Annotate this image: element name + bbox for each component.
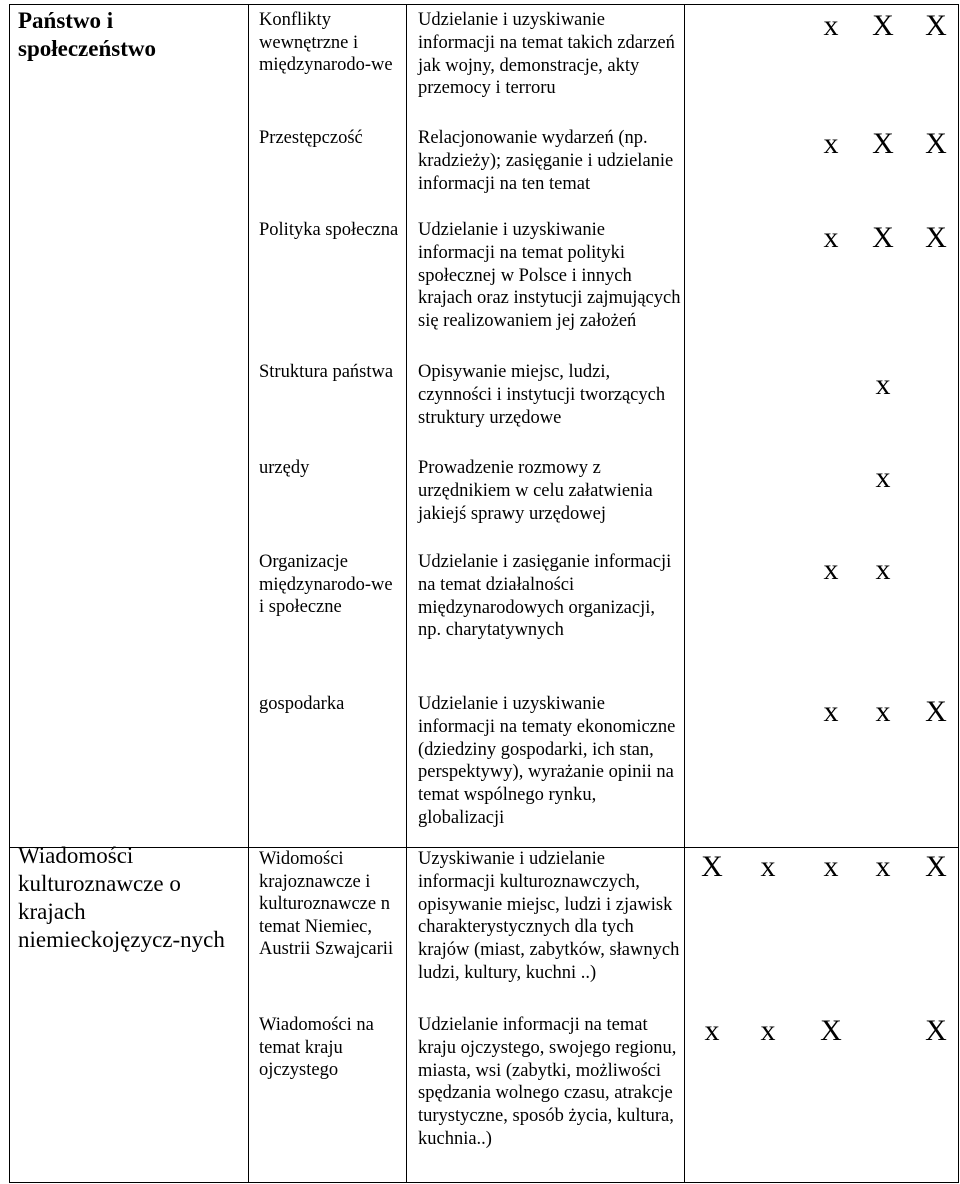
level-mark: X [925,1014,947,1047]
topic-label: Wiadomości na temat kraju ojczystego [259,1015,374,1080]
level-mark: x [875,850,891,883]
row-description: Opisywanie miejsc, ludzi, czynności i instytucji tworzących struktury urzędowe [418,362,666,428]
level-mark: x [875,368,891,401]
level-mark: X [701,850,723,883]
level-marks [685,461,958,495]
level-mark: x [760,850,776,883]
row-description: Udzielanie i uzyskiwanie informacji na temat polityki społecznej w Polsce i innych krajach oraz instytucji zajmujących się realizowaniem jej założeń [418,220,681,332]
section-title-cell [10,5,249,848]
level-mark: x [875,695,891,728]
level-mark: x [823,221,839,254]
topics-cell [249,848,407,1183]
row-description: Relacjonowanie wydarzeń (np. kradzieży); zasięganie i udzielanie informacji na ten temat [418,128,674,194]
topic-label: urzędy [259,458,310,478]
descriptions-cell [407,848,685,1183]
level-marks [685,368,958,402]
topics-cell [249,5,407,848]
level-mark: x [704,1014,720,1047]
level-mark: X [820,1014,842,1047]
level-mark: X [925,127,947,160]
marks-cell [685,5,959,848]
table-row [10,5,959,848]
level-mark: x [823,695,839,728]
level-mark: x [823,850,839,883]
row-description: Uzyskiwanie i udzielanie informacji kulturoznawczych, opisywanie miejsc, ludzi i zjawisk charakterystycznych dla tych krajów (miast, zabytków, sławnych ludzi, kultury, kuchni ..) [418,849,680,983]
level-mark: x [823,9,839,42]
topic-label: Struktura państwa [259,362,394,382]
topic-label: Przestępczość [259,128,363,148]
level-marks [685,695,958,729]
level-mark: X [925,9,947,42]
level-marks [685,127,958,161]
level-mark: x [760,1014,776,1047]
level-marks [685,1014,958,1048]
level-mark: X [925,221,947,254]
descriptions-cell [407,5,685,848]
topic-label: gospodarka [259,694,345,714]
level-marks [685,9,958,43]
row-description: Udzielanie i zasięganie informacji na temat działalności międzynarodowych organizacji, np. charytatywnych [418,552,672,641]
table-row [10,848,959,1183]
level-marks [685,221,958,255]
level-mark: x [823,553,839,586]
section-title: Państwo i społeczeństwo [18,8,156,61]
level-mark: x [875,461,891,494]
marks-cell [685,848,959,1183]
level-marks [685,850,958,884]
level-mark: X [872,9,894,42]
topic-label: Widomości krajoznawcze i kulturoznawcze n temat Niemiec, Austrii Szwajcarii [259,849,394,959]
level-mark: x [823,127,839,160]
level-mark: X [925,850,947,883]
level-mark: x [875,553,891,586]
row-description: Udzielanie informacji na temat kraju ojczystego, swojego regionu, miasta, wsi (zabytki, możliwości spędzania wolnego czasu, atrakcje turystyczne, sposób życia, kultura, kuchnia..) [418,1015,677,1149]
level-marks [685,553,958,587]
topic-label: Organizacje międzynarodo-we i społeczne [259,552,393,617]
curriculum-table [9,4,959,1183]
level-mark: X [925,695,947,728]
row-description: Prowadzenie rozmowy z urzędnikiem w celu załatwienia jakiejś sprawy urzędowej [418,458,653,524]
level-mark: X [872,221,894,254]
topic-label: Konflikty wewnętrzne i międzynarodo-we [259,10,393,75]
topic-label: Polityka społeczna [259,220,399,240]
row-description: Udzielanie i uzyskiwanie informacji na temat takich zdarzeń jak wojny, demonstracje, akty przemocy i terroru [418,10,675,99]
level-mark: X [872,127,894,160]
row-description: Udzielanie i uzyskiwanie informacji na tematy ekonomiczne (dziedziny gospodarki, ich stan, perspektywy), wyrażanie opinii na temat wspólnego rynku, globalizacji [418,694,676,828]
section-title-cell [10,843,249,1183]
section-title: Wiadomości kulturoznawcze o krajach niemieckojęzycz-nych [18,843,225,952]
